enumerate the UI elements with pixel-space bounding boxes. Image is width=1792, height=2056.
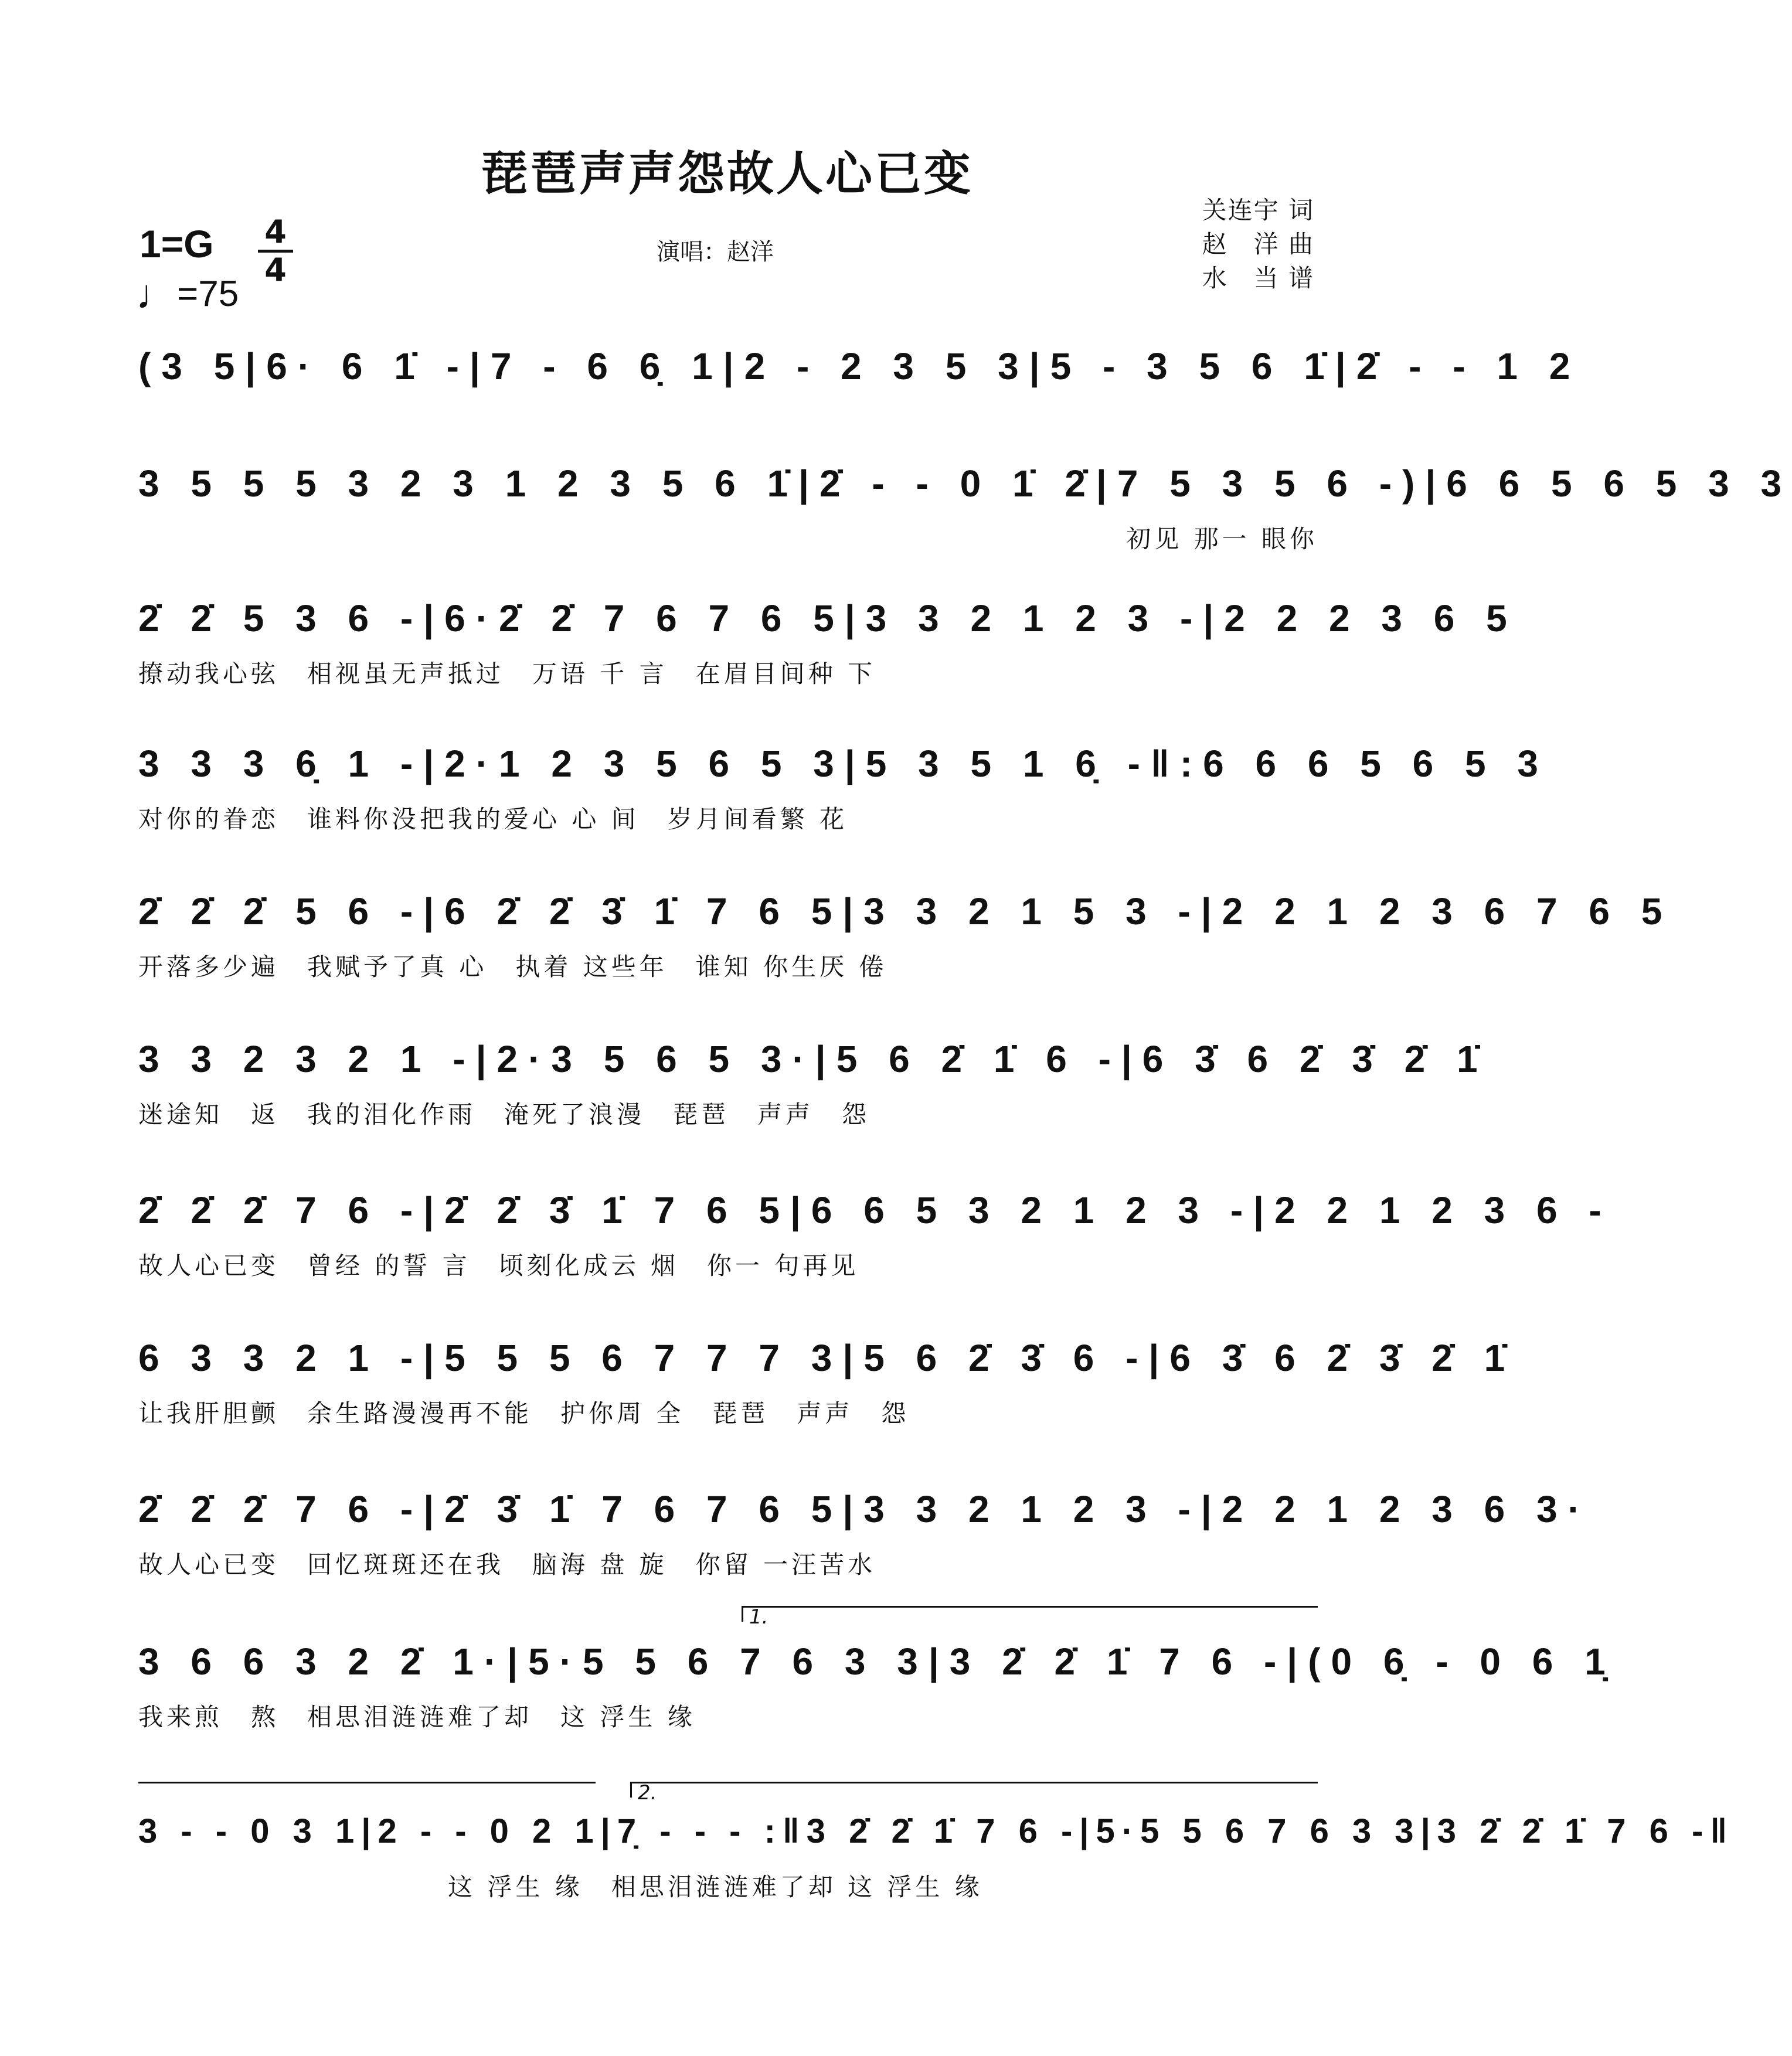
score-row-4 (138, 731, 1549, 849)
song-title: 琵琶声声怨故人心已变 (481, 147, 973, 201)
lyric-line: 迷途知 返 我的泪化作雨 淹死了浪漫 琵琶 声声 怨 (138, 1100, 871, 1129)
score-row-9 (138, 1477, 1591, 1594)
transcriber-credit: 水 当 谱 (1202, 264, 1314, 292)
notation-line: 3 6 6 3 2 2̇ 1·|5·5 5 6 7 6 3 3|3 2̇ 2̇ 1̇ 7 6 -|(0 6̣ - 0 6 1̣ (138, 1640, 1616, 1683)
time-signature (258, 213, 293, 288)
lyric-line: 我来煎 熬 相思泪涟涟难了却 这 浮生 缘 (138, 1703, 696, 1731)
volta-second-label: 2. (638, 1781, 657, 1805)
lyric-line: 对你的眷恋 谁料你没把我的爱心 心 间 岁月间看繁 花 (138, 805, 848, 833)
time-signature-bottom: 4 (264, 251, 287, 288)
credits-block (1202, 193, 1314, 295)
key-signature: 1=G (140, 222, 214, 265)
notation-line: 2̇ 2̇ 2̇ 7 6 -|2̇ 2̇ 3̇ 1̇ 7 6 5|6 6 5 3 2 1 2 3 -|2 2 1 2 3 6 - (138, 1189, 1612, 1231)
tempo-value: =75 (177, 274, 239, 314)
time-signature-top: 4 (264, 213, 287, 250)
score-row-10 (138, 1629, 1616, 1747)
lyricist-credit: 关连宇 词 (1202, 196, 1314, 224)
score-row-11 (138, 1799, 1735, 1917)
lyric-line: 这 浮生 缘 相思泪涟涟难了却 这 浮生 缘 (138, 1873, 983, 1901)
notation-line: 3 5 5 5 3 2 3 1 2 3 5 6 1̇|2̇ - - 0 1̇ 2̇|7 5 3 5 6 -)|6 6 5 6 5 3 3 (138, 462, 1792, 505)
notation-line: 2̇ 2̇ 2̇ 7 6 -|2̇ 3̇ 1̇ 7 6 7 6 5|3 3 2 1 2 3 -|2 2 1 2 3 6 3· (138, 1488, 1591, 1530)
volta-second-ending (630, 1781, 1318, 1805)
notation-line: 6 3 3 2 1 -|5 5 5 6 7 7 7 3|5 6 2̇ 3̇ 6 -|6 3̇ 6 2̇ 3̇ 2̇ 1̇ (138, 1337, 1516, 1379)
score-row-6 (138, 1027, 1488, 1144)
score-row-5 (138, 879, 1673, 996)
quarter-note-icon: ♩ (136, 271, 177, 317)
notation-line: (3 5|6· 6 1̇ -|7 - 6 6̣ 1|2 - 2 3 5 3|5 - 3 5 6 1̇|2̇ - - 1 2 (138, 345, 1581, 387)
score-row-1 (138, 334, 1581, 451)
notation-line: 3 3 3 6̣ 1 -|2·1 2 3 5 6 5 3|5 3 5 1 6̣ -‖:6 6 6 5 6 5 3 (138, 743, 1549, 785)
volta-first-label: 1. (749, 1605, 769, 1629)
score-row-2 (138, 451, 1792, 569)
singer-credit: 演唱：赵洋 (657, 239, 774, 265)
score-row-7 (138, 1178, 1612, 1295)
notation-line: 2̇ 2̇ 5 3 6 -|6·2̇ 2̇ 7 6 7 6 5|3 3 2 1 2 3 -|2 2 2 3 6 5 (138, 597, 1518, 639)
composer-credit: 赵 洋 曲 (1202, 230, 1314, 258)
volta-first-ending (742, 1605, 1318, 1629)
lyric-line: 故人心已变 回忆斑斑还在我 脑海 盘 旋 你留 一汪苦水 (138, 1550, 876, 1579)
score-row-8 (138, 1326, 1516, 1443)
tempo-marking (136, 268, 239, 315)
notation-line: 3 - - 0 3 1|2 - - 0 2 1|7̣ - - - :‖3 2̇ 2̇ 1̇ 7 6 -|5·5 5 6 7 6 3 3|3 2̇ 2̇ 1̇ 7 6 -‖ (138, 1812, 1735, 1850)
notation-line: 3 3 2 3 2 1 -|2·3 5 6 5 3·|5 6 2̇ 1̇ 6 -|6 3̇ 6 2̇ 3̇ 2̇ 1̇ (138, 1038, 1488, 1080)
lyric-line: 让我肝胆颤 余生路漫漫再不能 护你周 全 琵琶 声声 怨 (138, 1399, 910, 1428)
lyric-line: 初见 那一 眼你 (1126, 525, 1318, 553)
notation-line: 2̇ 2̇ 2̇ 5 6 -|6 2̇ 2̇ 3̇ 1̇ 7 6 5|3 3 2 1 5 3 -|2 2 1 2 3 6 7 6 5 (138, 890, 1673, 932)
lyric-line (138, 403, 1318, 441)
lyric-line: 故人心已变 曾经 的誓 言 顷刻化成云 烟 你一 句再见 (138, 1251, 859, 1280)
lyric-line: 开落多少遍 我赋予了真 心 执着 这些年 谁知 你生厌 倦 (138, 952, 888, 981)
volta-first-ending-continued (138, 1782, 596, 1798)
score-row-3 (138, 586, 1518, 703)
lyric-line: 撩动我心弦 相视虽无声抵过 万语 千 言 在眉目间种 下 (138, 659, 876, 688)
